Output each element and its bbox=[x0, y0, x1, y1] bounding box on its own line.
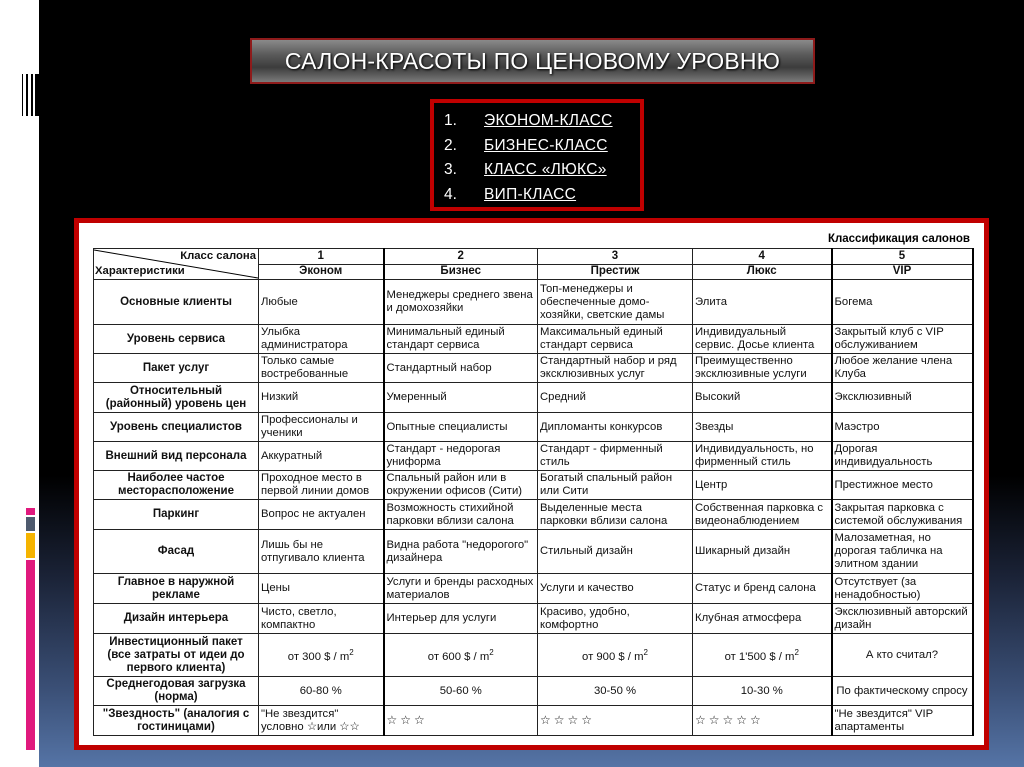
class-list-item bbox=[444, 109, 640, 134]
row-header: Пакет услуг bbox=[94, 354, 259, 383]
table-cell: Центр bbox=[693, 471, 832, 500]
table-cell: Проходное место в первой линии домов bbox=[259, 471, 384, 500]
table-cell: 30-50 % bbox=[538, 677, 693, 706]
cell-text: от 600 $ / m bbox=[427, 650, 490, 663]
table-cell: "Не звездится" условно ☆или ☆☆ bbox=[259, 706, 384, 736]
link-econom-class[interactable]: ЭКОНОМ-КЛАСС bbox=[484, 112, 613, 130]
table-cell bbox=[693, 634, 832, 677]
column-number: 4 bbox=[693, 249, 832, 265]
table-cell: Улыбка администратора bbox=[259, 325, 384, 354]
table-cell bbox=[538, 634, 693, 677]
table-cell: Услуги и качество bbox=[538, 574, 693, 604]
cell-text: от 900 $ / m bbox=[582, 650, 644, 663]
table-cell: 10-30 % bbox=[693, 677, 832, 706]
table-cell: Преимущественно эксклюзивные услуги bbox=[693, 354, 832, 383]
table-cell: Стандартный набор bbox=[384, 354, 538, 383]
link-lux-class[interactable]: КЛАСС «ЛЮКС» bbox=[484, 161, 607, 179]
table-cell: Топ-менеджеры и обеспеченные домо-хозяйки, светские дамы bbox=[538, 280, 693, 325]
cell-text: от 300 $ / m bbox=[287, 650, 350, 663]
table-row bbox=[94, 706, 973, 736]
class-list-box bbox=[430, 99, 644, 211]
table-row bbox=[94, 442, 973, 471]
column-header-business: Бизнес bbox=[384, 264, 538, 280]
table-cell bbox=[259, 634, 384, 677]
table-cell: Дорогая индивидуальность bbox=[832, 442, 973, 471]
column-header-vip: VIP bbox=[832, 264, 973, 280]
table-cell: Умеренный bbox=[384, 383, 538, 413]
column-number: 1 bbox=[259, 249, 384, 265]
row-header: Среднегодовая загрузка (норма) bbox=[94, 677, 259, 706]
table-row bbox=[94, 677, 973, 706]
table-cell: Малозаметная, но дорогая табличка на элитном здании bbox=[832, 530, 973, 574]
table-row bbox=[94, 383, 973, 413]
table-cell: Чисто, светло, компактно bbox=[259, 604, 384, 634]
table-cell: Клубная атмосфера bbox=[693, 604, 832, 634]
column-header-econom: Эконом bbox=[259, 264, 384, 280]
table-cell: Престижное место bbox=[832, 471, 973, 500]
row-header: Относительный (районный) уровень цен bbox=[94, 383, 259, 413]
table-cell: А кто считал? bbox=[832, 634, 973, 677]
table-cell: Дипломанты конкурсов bbox=[538, 413, 693, 442]
link-business-class[interactable]: БИЗНЕС-КЛАСС bbox=[484, 136, 608, 154]
list-number: 4. bbox=[444, 185, 457, 203]
table-cell: Любое желание члена Клуба bbox=[832, 354, 973, 383]
table-cell: Индивидуальность, но фирменный стиль bbox=[693, 442, 832, 471]
table-row bbox=[94, 634, 973, 677]
table-cell: Спальный район или в окружении офисов (Сити) bbox=[384, 471, 538, 500]
table-cell: Цены bbox=[259, 574, 384, 604]
row-header: Основные клиенты bbox=[94, 280, 259, 325]
link-vip-class[interactable]: ВИП-КЛАСС bbox=[484, 185, 577, 203]
table-row bbox=[94, 574, 973, 604]
table-cell bbox=[384, 634, 538, 677]
table-cell: Элита bbox=[693, 280, 832, 325]
corner-header-cell bbox=[94, 249, 259, 280]
classification-table bbox=[93, 248, 974, 736]
table-row bbox=[94, 325, 973, 354]
stars-rating: ☆☆☆☆☆ bbox=[693, 706, 832, 736]
accent-bars-decoration bbox=[26, 508, 35, 752]
table-cell: Выделенные места парковки вблизи салона bbox=[538, 500, 693, 530]
table-cell: Статус и бренд салона bbox=[693, 574, 832, 604]
table-row bbox=[94, 500, 973, 530]
table-cell: Услуги и бренды расходных материалов bbox=[384, 574, 538, 604]
table-cell: Максимальный единый стандарт сервиса bbox=[538, 325, 693, 354]
table-cell: Любые bbox=[259, 280, 384, 325]
stars-rating: ☆☆☆☆ bbox=[538, 706, 693, 736]
superscript: 2 bbox=[643, 648, 648, 658]
class-list bbox=[444, 109, 640, 207]
table-cell: Опытные специалисты bbox=[384, 413, 538, 442]
corner-bottom-label: Характеристики bbox=[95, 265, 185, 277]
header-row-numbers bbox=[94, 249, 973, 265]
row-header: "Звездность" (аналогия с гостиницами) bbox=[94, 706, 259, 736]
table-cell: По фактическому спросу bbox=[832, 677, 973, 706]
stars-rating: ☆☆☆ bbox=[384, 706, 538, 736]
table-cell: Закрытый клуб с VIP обслуживанием bbox=[832, 325, 973, 354]
table-cell: Собственная парковка с видеонаблюдением bbox=[693, 500, 832, 530]
table-cell: Профессионалы и ученики bbox=[259, 413, 384, 442]
table-cell: Эксклюзивный авторский дизайн bbox=[832, 604, 973, 634]
table-cell: Стандартный набор и ряд эксклюзивных услуг bbox=[538, 354, 693, 383]
table-row bbox=[94, 280, 973, 325]
row-header: Дизайн интерьера bbox=[94, 604, 259, 634]
table-cell: Низкий bbox=[259, 383, 384, 413]
class-list-item bbox=[444, 183, 640, 208]
table-cell: Возможность стихийной парковки вблизи салона bbox=[384, 500, 538, 530]
table-row bbox=[94, 354, 973, 383]
column-header-prestige: Престиж bbox=[538, 264, 693, 280]
list-number: 2. bbox=[444, 136, 457, 154]
table-cell: Богатый спальный район или Сити bbox=[538, 471, 693, 500]
list-number: 3. bbox=[444, 161, 457, 179]
table-cell: Интерьер для услуги bbox=[384, 604, 538, 634]
table-cell: Богема bbox=[832, 280, 973, 325]
row-header: Паркинг bbox=[94, 500, 259, 530]
page-title: САЛОН-КРАСОТЫ ПО ЦЕНОВОМУ УРОВНЮ bbox=[284, 47, 781, 74]
table-cell: Стандарт - недорогая униформа bbox=[384, 442, 538, 471]
row-header: Фасад bbox=[94, 530, 259, 574]
title-banner bbox=[250, 38, 815, 84]
class-list-item bbox=[444, 134, 640, 159]
table-cell: Аккуратный bbox=[259, 442, 384, 471]
table-cell: Красиво, удобно, комфортно bbox=[538, 604, 693, 634]
table-cell: Вопрос не актуален bbox=[259, 500, 384, 530]
table-cell: 60-80 % bbox=[259, 677, 384, 706]
row-header: Уровень сервиса bbox=[94, 325, 259, 354]
table-cell: Средний bbox=[538, 383, 693, 413]
row-header: Внешний вид персонала bbox=[94, 442, 259, 471]
corner-top-label: Класс салона bbox=[180, 250, 256, 262]
table-caption: Классификация салонов bbox=[827, 233, 970, 245]
table-cell: Менеджеры среднего звена и домохозяйки bbox=[384, 280, 538, 325]
table-cell: Закрытая парковка с системой обслуживания bbox=[832, 500, 973, 530]
superscript: 2 bbox=[349, 648, 354, 658]
table-cell: Высокий bbox=[693, 383, 832, 413]
table-cell: Эксклюзивный bbox=[832, 383, 973, 413]
column-header-lux: Люкс bbox=[693, 264, 832, 280]
class-list-item bbox=[444, 158, 640, 183]
table-cell: Лишь бы не отпугивало клиента bbox=[259, 530, 384, 574]
table-cell: Стильный дизайн bbox=[538, 530, 693, 574]
table-cell: Минимальный единый стандарт сервиса bbox=[384, 325, 538, 354]
table-cell: 50-60 % bbox=[384, 677, 538, 706]
table-cell: Индивидуальный сервис. Досье клиента bbox=[693, 325, 832, 354]
row-header: Инвестиционный пакет (все затраты от идеи до первого клиента) bbox=[94, 634, 259, 677]
table-cell: Стандарт - фирменный стиль bbox=[538, 442, 693, 471]
row-header: Главное в наружной рекламе bbox=[94, 574, 259, 604]
row-header: Уровень специалистов bbox=[94, 413, 259, 442]
table-cell: Отсутствует (за ненадобностью) bbox=[832, 574, 973, 604]
superscript: 2 bbox=[489, 648, 494, 658]
list-number: 1. bbox=[444, 112, 457, 130]
barcode-decoration bbox=[22, 74, 39, 116]
slide bbox=[39, 0, 1024, 767]
table-row bbox=[94, 604, 973, 634]
classification-table-frame bbox=[74, 218, 989, 750]
column-number: 2 bbox=[384, 249, 538, 265]
table-cell: Только самые востребованные bbox=[259, 354, 384, 383]
cell-text: от 1'500 $ / m bbox=[724, 650, 795, 663]
table-cell: "Не звездится" VIP апартаменты bbox=[832, 706, 973, 736]
table-cell: Маэстро bbox=[832, 413, 973, 442]
table-row bbox=[94, 413, 973, 442]
table-cell: Звезды bbox=[693, 413, 832, 442]
table-row bbox=[94, 530, 973, 574]
table-cell: Шикарный дизайн bbox=[693, 530, 832, 574]
column-number: 3 bbox=[538, 249, 693, 265]
superscript: 2 bbox=[794, 648, 799, 658]
table-cell: Видна работа "недорогого" дизайнера bbox=[384, 530, 538, 574]
table-row bbox=[94, 471, 973, 500]
left-margin-strip bbox=[0, 0, 39, 767]
row-header: Наиболее частое месторасположение bbox=[94, 471, 259, 500]
column-number: 5 bbox=[832, 249, 973, 265]
